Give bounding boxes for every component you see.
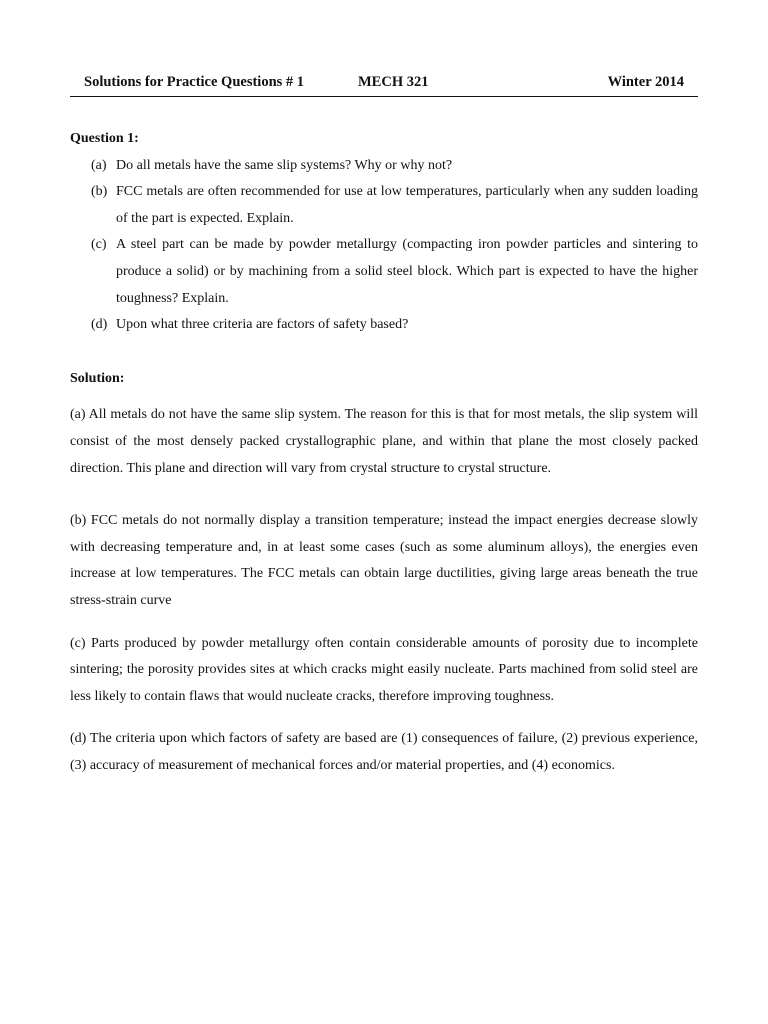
header-course: MECH 321	[358, 74, 429, 90]
question-item-mark: (a)	[91, 157, 107, 173]
solution-paragraph-d: (d) The criteria upon which factors of safety are based are (1) consequences of failure, (2) previous experience, (3) accuracy of measurement of mechanical forces and/or material properties, and (4) economics.	[70, 731, 698, 773]
question-item-text: Upon what three criteria are factors of safety based?	[116, 317, 409, 333]
header-title: Solutions for Practice Questions # 1	[84, 74, 305, 90]
question-item-a	[70, 153, 698, 180]
question-item-c	[70, 232, 698, 312]
question-item-d	[70, 312, 698, 339]
header-term: Winter 2014	[607, 74, 684, 90]
question-item-mark: (b)	[91, 184, 108, 200]
document-body	[70, 126, 698, 779]
page-header	[70, 72, 698, 97]
question-item-b	[70, 179, 698, 232]
question-list	[70, 153, 698, 339]
question-item-mark: (d)	[91, 317, 108, 333]
question-title: Question 1:	[70, 131, 139, 146]
solution-paragraph-c: (c) Parts produced by powder metallurgy often contain considerable amounts of porosity due to incomplete sintering; the porosity provides sites at which cracks might easily nucleate. Parts machined from solid steel are less likely to contain flaws that would nucleate cracks, therefore improving toughness.	[70, 635, 698, 704]
question-item-text: A steel part can be made by powder metallurgy (compacting iron powder particles and sintering to produce a solid) or by machining from a solid steel block. Which part is expected to have the higher toughness? Explain.	[116, 237, 698, 306]
question-item-text: Do all metals have the same slip systems? Why or why not?	[116, 157, 453, 173]
solution-paragraph-b: (b) FCC metals do not normally display a transition temperature; instead the impact energies decrease slowly with decreasing temperature and, in at least some cases (such as some aluminum alloys), the energies even increase at low temperatures. The FCC metals can obtain large ductilities, giving large areas beneath the true stress-strain curve	[70, 513, 698, 608]
question-item-mark: (c)	[91, 237, 107, 253]
question-item-text: FCC metals are often recommended for use at low temperatures, particularly when any sudden loading of the part is expected. Explain.	[116, 184, 698, 226]
solution-title: Solution:	[70, 370, 125, 386]
solution-paragraph-a: (a) All metals do not have the same slip system. The reason for this is that for most metals, the slip system will consist of the most densely packed crystallographic plane, and within that plane the most closely packed direction. This plane and direction will vary from crystal structure to crystal structure.	[70, 407, 698, 476]
